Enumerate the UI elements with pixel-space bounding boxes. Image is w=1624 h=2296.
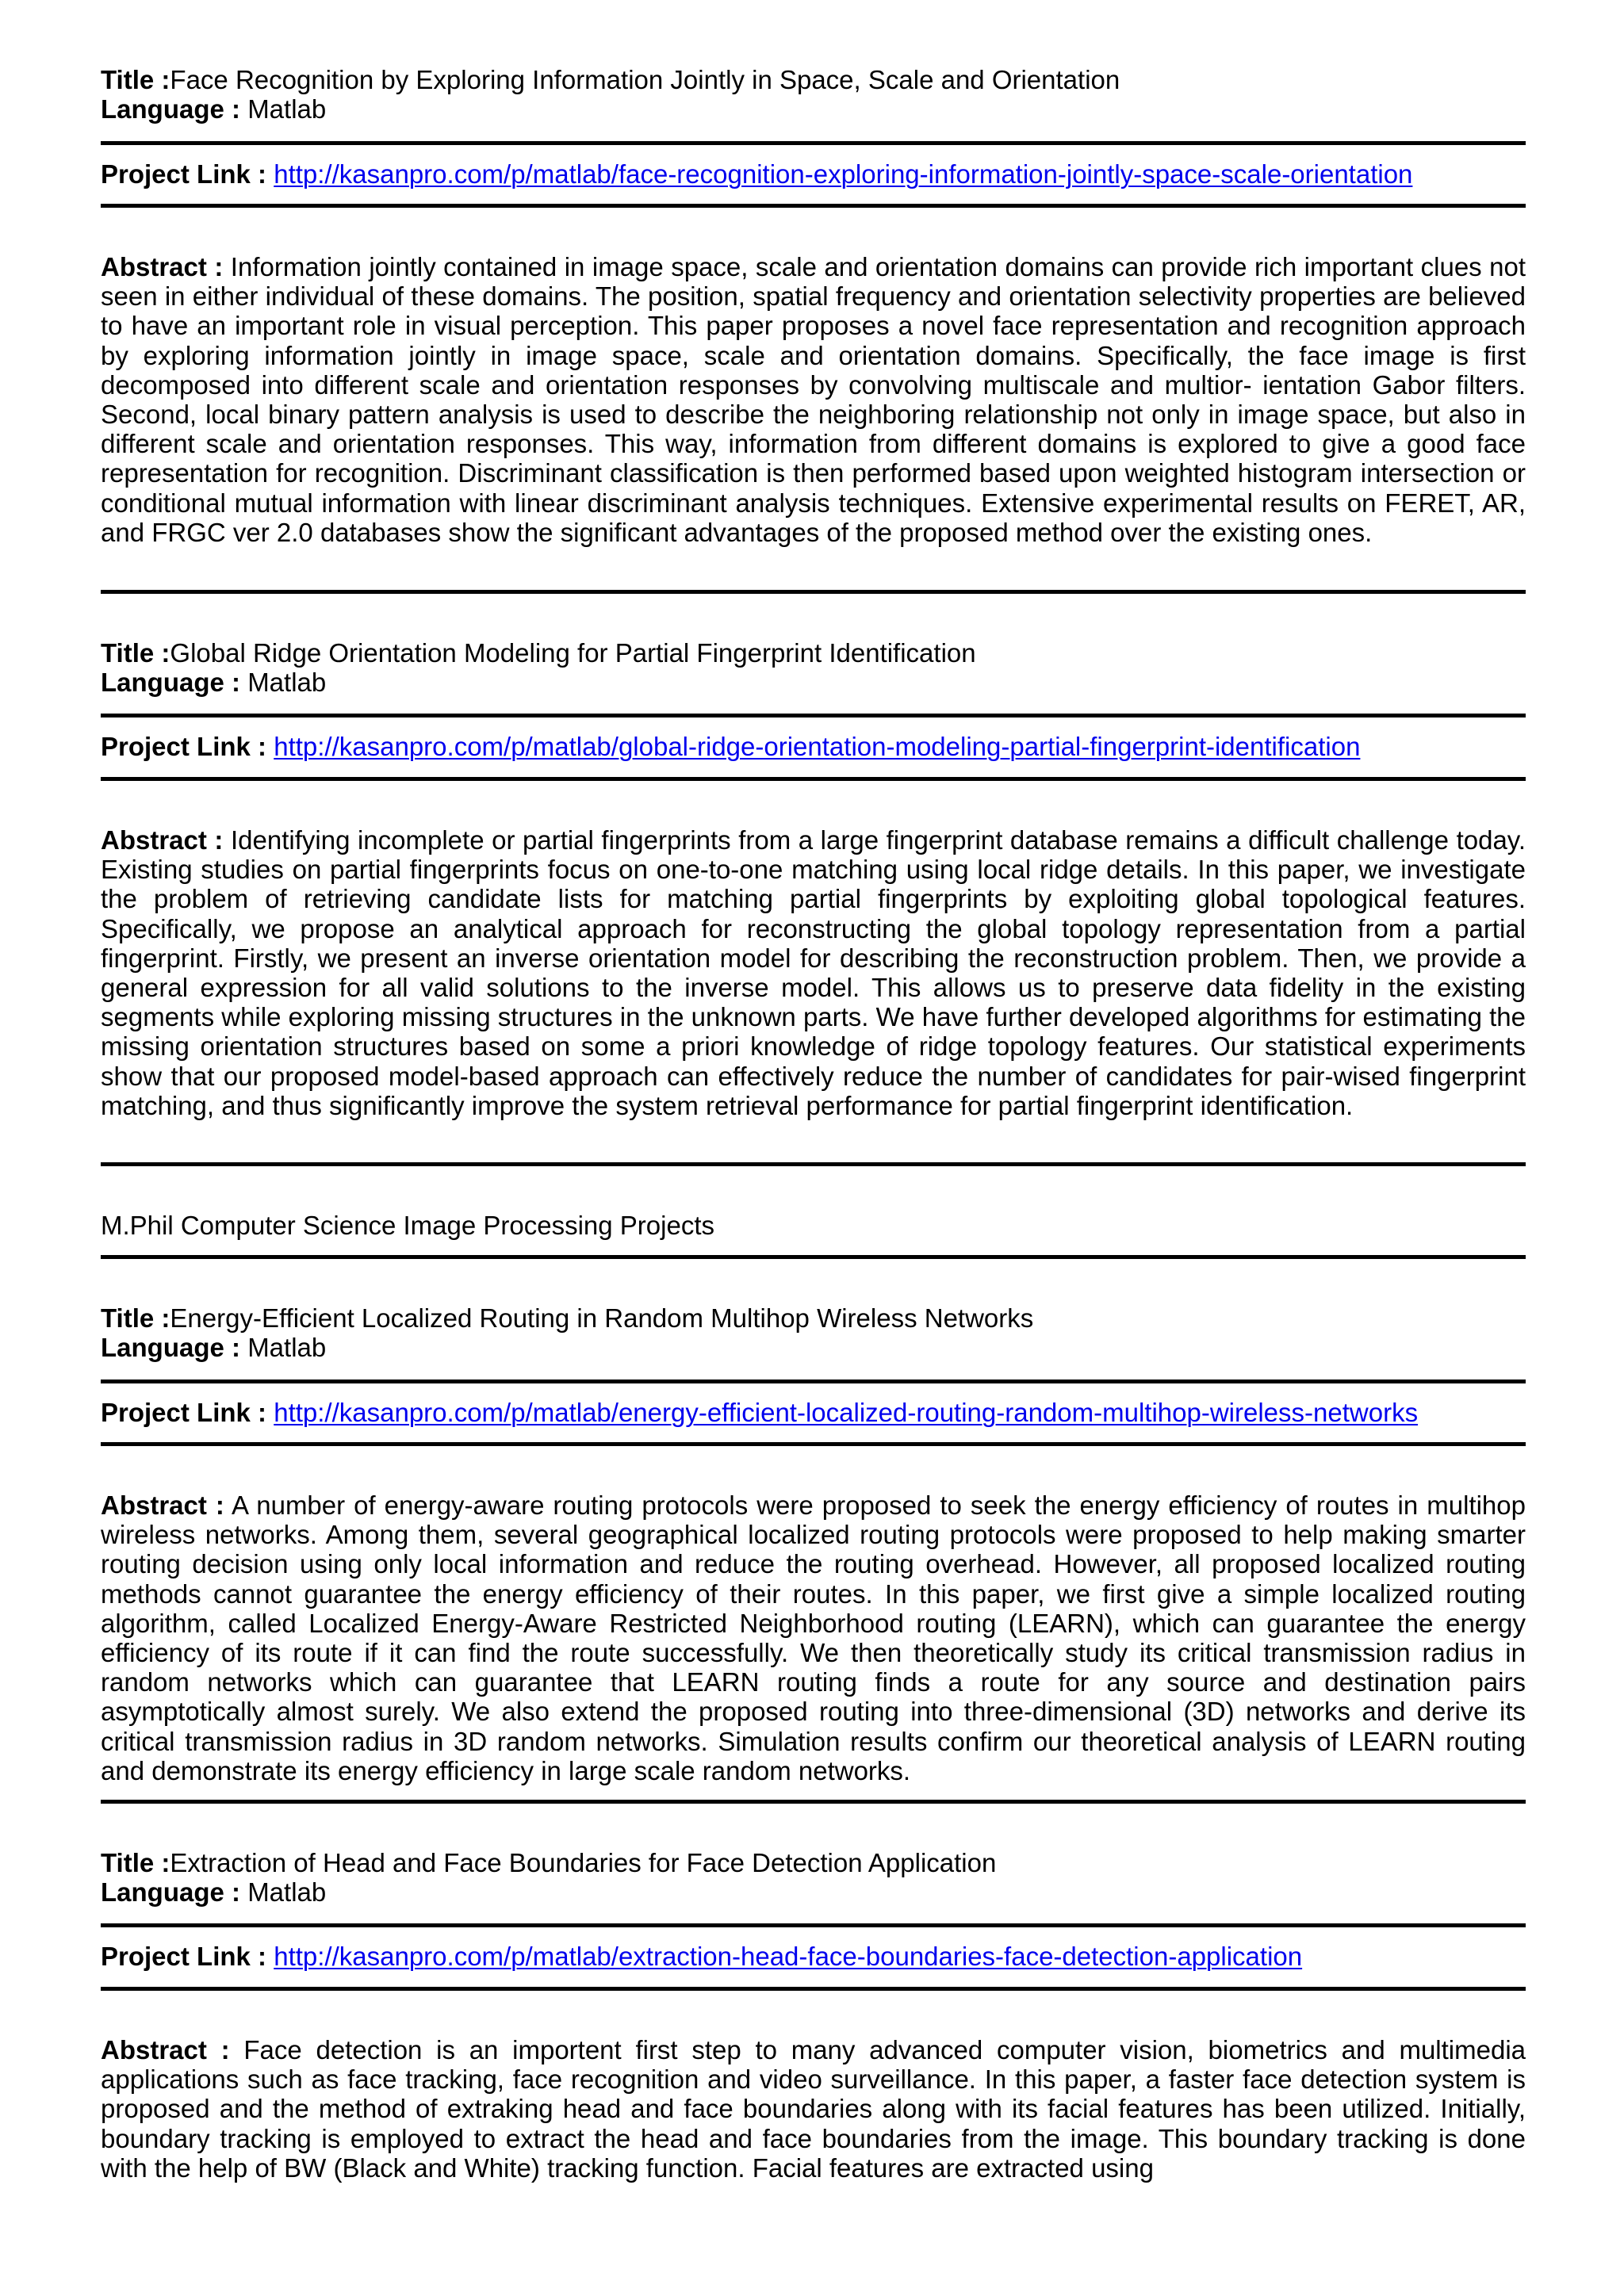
project-3-header — [101, 1303, 1526, 1362]
project-2-header — [101, 638, 1526, 697]
project-2-language-line — [101, 668, 1526, 697]
divider — [101, 1800, 1526, 1804]
project-4-link[interactable]: http://kasanpro.com/p/matlab/extraction-head-face-boundaries-face-detection-application — [274, 1942, 1303, 1971]
project-3-language: Matlab — [247, 1333, 327, 1363]
project-3-title-line — [101, 1303, 1526, 1333]
abstract-label: Abstract : — [101, 1490, 224, 1520]
project-3-title: Energy-Efficient Localized Routing in Random Multihop Wireless Networks — [170, 1303, 1034, 1333]
project-4-header — [101, 1848, 1526, 1907]
project-link-label: Project Link : — [101, 732, 267, 761]
language-label: Language : — [101, 1877, 241, 1908]
project-3-abstract-text: A number of energy-aware routing protocols were proposed to seek the energy efficiency of routes in multihop wireless networks. Among them, several geographical localized routing protocols were proposed to help making smarter routing decision using only local information and reduce the routing overhead. However, all proposed localized routing methods cannot guarantee the energy efficiency of their routes. In this paper, we first give a simple localized routing algorithm, called Localized Energy-Aware Restricted Neighborhood routing (LEARN), which can guarantee the energy efficiency of its route if it can find the route successfully. We then theoretically study its critical transmission radius in random networks which can guarantee that LEARN routing finds a route for any source and destination pairs asymptotically almost surely. We also extend the proposed routing into three-dimensional (3D) networks and derive its critical transmission radius in 3D random networks. Simulation results confirm our theoretical analysis of LEARN routing and demonstrate its energy efficiency in large scale random networks. — [101, 1490, 1526, 1785]
project-1-language-line — [101, 94, 1526, 124]
project-1-title: Face Recognition by Exploring Information Jointly in Space, Scale and Orientation — [170, 65, 1120, 94]
project-4-language: Matlab — [247, 1877, 327, 1908]
project-3-link-line — [101, 1398, 1526, 1427]
divider — [101, 777, 1526, 781]
project-2-abstract-text: Identifying incomplete or partial fingerprints from a large fingerprint database remains a difficult challenge today. Existing studies on partial fingerprints focus on one-to-one matching using local ridge details. In this paper, we investigate the problem of retrieving candidate lists for matching partial fingerprints by exploiting global topological features. Specifically, we propose an analytical approach for reconstructing the global topology representation from a partial fingerprint. Firstly, we present an inverse orientation model for describing the reconstruction problem. Then, we provide a general expression for all valid solutions to the inverse model. This allows us to preserve data fidelity in the existing segments while exploring missing structures in the unknown parts. We have further developed algorithms for estimating the missing orientation structures based on some a priori knowledge of ridge topology features. Our statistical experiments show that our proposed model-based approach can effectively reduce the number of candidates for pair-wised fingerprint matching, and thus significantly improve the system retrieval performance for partial fingerprint identification. — [101, 825, 1526, 1120]
project-1-header — [101, 65, 1526, 124]
project-2-link[interactable]: http://kasanpro.com/p/matlab/global-ridge-orientation-modeling-partial-fingerprint-identification — [274, 732, 1361, 761]
project-4-title-line — [101, 1848, 1526, 1877]
project-2-language: Matlab — [247, 668, 327, 698]
language-label: Language : — [101, 94, 241, 124]
project-1-abstract — [101, 252, 1526, 547]
section-heading: M.Phil Computer Science Image Processing Projects — [101, 1211, 714, 1240]
project-1-title-line — [101, 65, 1526, 94]
divider — [101, 1442, 1526, 1446]
title-label: Title : — [101, 1848, 170, 1877]
project-1-language: Matlab — [247, 94, 327, 124]
divider — [101, 1380, 1526, 1383]
project-4-abstract-text: Face detection is an importent first step to many advanced computer vision, biometrics and multimedia applications such as face tracking, face recognition and video surveillance. In this paper, a faster face detection system is proposed and the method of extraking head and face boundaries along with its facial features has been utilized. Initially, boundary tracking is employed to extract the head and face boundaries from the image. This boundary tracking is done with the help of BW (Black and White) tracking function. Facial features are extracted using — [101, 2035, 1526, 2183]
title-label: Title : — [101, 65, 170, 94]
project-link-label: Project Link : — [101, 1942, 267, 1971]
language-label: Language : — [101, 668, 241, 698]
divider — [101, 1923, 1526, 1927]
project-2-link-line — [101, 732, 1526, 761]
divider — [101, 141, 1526, 145]
title-label: Title : — [101, 638, 170, 668]
divider — [101, 1255, 1526, 1259]
project-4-abstract — [101, 2035, 1526, 2183]
divider — [101, 714, 1526, 718]
project-2-title-line — [101, 638, 1526, 668]
title-label: Title : — [101, 1303, 170, 1333]
project-1-link[interactable]: http://kasanpro.com/p/matlab/face-recognition-exploring-information-jointly-space-scale-orientation — [274, 159, 1413, 189]
divider — [101, 590, 1526, 594]
project-4-title: Extraction of Head and Face Boundaries for Face Detection Application — [170, 1848, 997, 1877]
project-3-link[interactable]: http://kasanpro.com/p/matlab/energy-efficient-localized-routing-random-multihop-wireless-networks — [274, 1398, 1419, 1427]
project-4-language-line — [101, 1877, 1526, 1907]
divider — [101, 1162, 1526, 1166]
project-2-abstract — [101, 825, 1526, 1120]
project-link-label: Project Link : — [101, 1398, 267, 1427]
abstract-label: Abstract : — [101, 2035, 230, 2064]
abstract-label: Abstract : — [101, 825, 224, 855]
divider — [101, 1987, 1526, 1991]
project-4-link-line — [101, 1942, 1526, 1971]
project-3-abstract — [101, 1490, 1526, 1785]
project-1-abstract-text: Information jointly contained in image space, scale and orientation domains can provide rich important clues not seen in either individual of these domains. The position, spatial frequency and orientation selectivity properties are believed to have an important role in visual perception. This paper proposes a novel face representation and recognition approach by exploring information jointly in image space, scale and orientation domains. Specifically, the face image is first decomposed into different scale and orientation responses by convolving multiscale and multior- ientation Gabor filters. Second, local binary pattern analysis is used to describe the neighboring relationship not only in image space, but also in different scale and orientation responses. This way, information from different domains is explored to give a good face representation for recognition. Discriminant classification is then performed based upon weighted histogram intersection or conditional mutual information with linear discriminant analysis techniques. Extensive experimental results on FERET, AR, and FRGC ver 2.0 databases show the significant advantages of the proposed method over the existing ones. — [101, 252, 1526, 547]
project-1-link-line — [101, 159, 1526, 189]
abstract-label: Abstract : — [101, 252, 224, 281]
language-label: Language : — [101, 1333, 241, 1363]
project-3-language-line — [101, 1333, 1526, 1362]
divider — [101, 204, 1526, 208]
project-link-label: Project Link : — [101, 159, 267, 189]
project-2-title: Global Ridge Orientation Modeling for Partial Fingerprint Identification — [170, 638, 976, 668]
